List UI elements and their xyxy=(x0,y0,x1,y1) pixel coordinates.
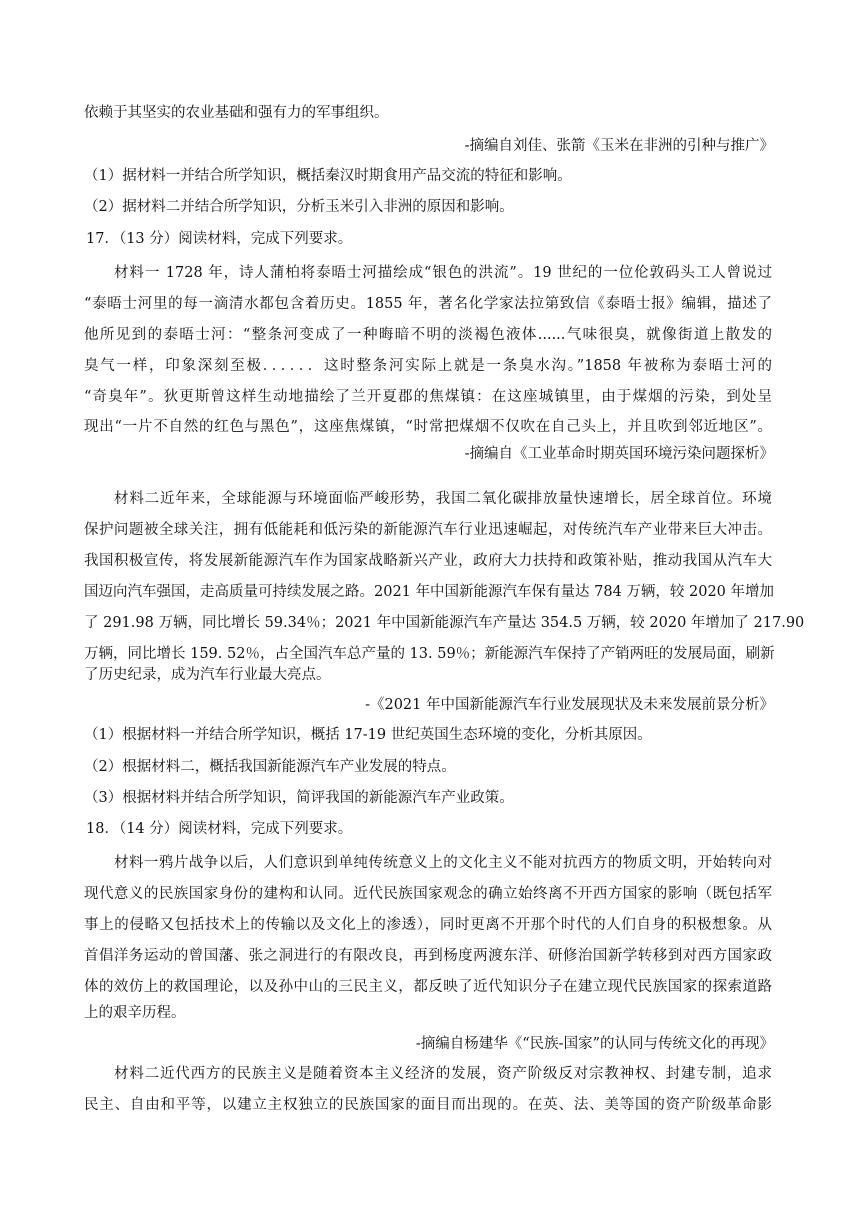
material-line: 现代意义的民族国家身份的建构和认同。近代民族国家观念的确立始终离不开西方国家的影响（既包括军 xyxy=(84,886,772,902)
material-line: 材料一 1728 年，诗人蒲柏将泰晤士河描绘成“银色的洪流”。19 世纪的一位伦敦码头工人曾说过 xyxy=(114,265,772,281)
question-item: （1）据材料一并结合所学知识，概括秦汉时期食用产品交流的特征和影响。 xyxy=(84,168,572,184)
material-line: 万辆，同比增长 159. 52％，占全国汽车总产量的 13. 59％；新能源汽车保持了产销两旺的发展局面，刷新 xyxy=(84,646,775,662)
material-line: 国迈向汽车强国，走高质量可持续发展之路。2021 年中国新能源汽车保有量达 784 万辆，较 2020 年增加 xyxy=(84,584,775,600)
source-citation: -摘编自刘佳、张箭《玉米在非洲的引种与推广》 xyxy=(464,138,774,154)
material-line: 了历史纪录，成为汽车行业最大亮点。 xyxy=(84,667,331,683)
material-line: 保护问题被全球关注，拥有低能耗和低污染的新能源汽车行业迅速崛起，对传统汽车产业带来巨大冲击。 xyxy=(84,522,772,538)
material-line: 我国积极宣传，将发展新能源汽车作为国家战略新兴产业，政府大力扶持和政策补贴，推动我国从汽车大 xyxy=(84,553,772,569)
source-citation: -摘编自杨建华《“民族-国家”的认同与传统文化的再现》 xyxy=(415,1036,774,1052)
material-line: 体的效仿上的救国理论，以及孙中山的三民主义，都反映了近代知识分子在建立现代民族国家的探索道路 xyxy=(84,979,772,995)
material-line: “奇臭年”。狄更斯曾这样生动地描绘了兰开夏郡的焦煤镇：在这座城镇里，由于煤烟的污染，到处呈 xyxy=(84,389,772,405)
source-citation: -《2021 年中国新能源汽车行业发展现状及未来发展前景分析》 xyxy=(365,697,774,713)
question-header-17: 17．（13 分）阅读材料，完成下列要求。 xyxy=(86,231,353,247)
question-item: （3）根据材料并结合所学知识，简评我国的新能源汽车产业政策。 xyxy=(84,790,514,806)
material-line: 臭气一样，印象深刻至极．．．．．．这时整条河实际上就是一条臭水沟。”1858 年被称为泰晤士河的 xyxy=(84,358,772,374)
material-line: 事上的侵略又包括技术上的传输以及文化上的渗透），同时更离不开那个时代的人们自身的积极想象。从 xyxy=(84,917,772,933)
material-line: 首倡洋务运动的曾国藩、张之洞进行的有限改良，再到杨度两渡东洋、研修治国新学转移到对西方国家政 xyxy=(84,948,772,964)
material-line: 了 291.98 万辆，同比增长 59.34％；2021 年中国新能源汽车产量达 354.5 万辆，较 2020 年增加了 217.90 xyxy=(84,615,805,631)
material-line: 材料一鸦片战争以后，人们意识到单纯传统意义上的文化主义不能对抗西方的物质文明，开始转向对 xyxy=(114,855,772,871)
material-line: 上的艰辛历程。 xyxy=(84,1005,186,1021)
question-item: （1）根据材料一并结合所学知识，概括 17-19 世纪英国生态环境的变化，分析其原因。 xyxy=(84,727,652,743)
material-line: 现出“一片不自然的红色与黑色”，这座焦煤镇，“时常把煤烟不仅吹在自己头上，并且吹到邻近地区”。 xyxy=(84,419,772,435)
question-item: （2）据材料二并结合所学知识，分析玉米引入非洲的原因和影响。 xyxy=(84,199,514,215)
question-header-18: 18．（14 分）阅读材料，完成下列要求。 xyxy=(86,821,353,837)
question-item: （2）根据材料二，概括我国新能源汽车产业发展的特点。 xyxy=(84,759,456,775)
material-line: 材料二近代西方的民族主义是随着资本主义经济的发展，资产阶级反对宗教神权、封建专制，追求 xyxy=(114,1066,772,1082)
material-line: 他所见到的泰晤士河：“整条河变成了一种晦暗不明的淡褐色液体......气味很臭，就像街道上散发的 xyxy=(84,327,772,343)
paragraph-continuation: 依赖于其坚实的农业基础和强有力的军事组织。 xyxy=(84,105,389,121)
material-line: “泰晤士河里的每一滴清水都包含着历史。1855 年，著名化学家法拉第致信《泰晤士报》编辑，描述了 xyxy=(84,296,772,312)
material-line: 民主、自由和平等，以建立主权独立的民族国家的面目而出现的。在英、法、美等国的资产阶级革命影 xyxy=(84,1097,772,1113)
source-citation: -摘编自《工业革命时期英国环境污染问题探析》 xyxy=(464,446,774,462)
material-line: 材料二近年来，全球能源与环境面临严峻形势，我国二氧化碳排放量快速增长，居全球首位。环境 xyxy=(114,491,772,507)
